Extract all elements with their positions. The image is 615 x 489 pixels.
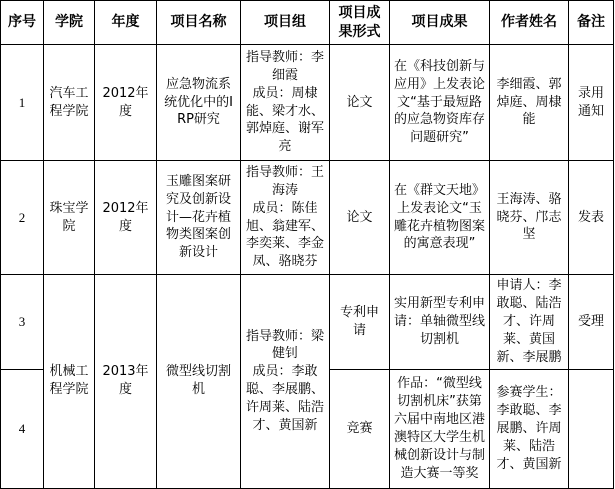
row-index: 2 — [1, 161, 44, 275]
header-project-name: 项目名称 — [157, 1, 241, 45]
project-team-cell: 指导教师：王海涛 成员：陈佳旭、翁建军、李奕莱、李金凤、骆晓芬 — [241, 161, 330, 275]
table-row — [1, 45, 614, 161]
project-name-cell: 微型线切割机 — [157, 275, 241, 489]
result-cell: 在《群文天地》上发表论文“玉雕花卉植物图案的寓意表现” — [390, 161, 490, 275]
table-row — [1, 275, 614, 370]
year-cell: 2012年度 — [95, 45, 157, 161]
header-year: 年度 — [95, 1, 157, 45]
remark-cell — [569, 369, 614, 488]
result-cell: 实用新型专利申请：单轴微型线切割机 — [390, 275, 490, 370]
result-cell: 在《科技创新与应用》上发表论文“基于最短路的应急物资库存问题研究” — [390, 45, 490, 161]
year-cell: 2012年度 — [95, 161, 157, 275]
year-cell: 2013年度 — [95, 275, 157, 489]
project-team-cell: 指导教师：李细霞 成员：周棣能、梁才水、郭焯庭、谢军亮 — [241, 45, 330, 161]
header-row — [1, 1, 614, 45]
header-remark: 备注 — [569, 1, 614, 45]
project-team-cell: 指导教师：梁健钊 成员：李敢聪、李展鹏、许周莱、陆浩才、黄国新 — [241, 275, 330, 489]
project-name-cell: 玉雕图案研究及创新设计—花卉植物类图案创新设计 — [157, 161, 241, 275]
header-index: 序号 — [1, 1, 44, 45]
college-cell: 珠宝学院 — [44, 161, 95, 275]
project-name-cell: 应急物流系统优化中的IRP研究 — [157, 45, 241, 161]
row-index: 3 — [1, 275, 44, 370]
result-form-cell: 专利申请 — [330, 275, 390, 370]
result-form-cell: 竞赛 — [330, 369, 390, 488]
authors-cell: 李细霞、郭焯庭、周棣能 — [490, 45, 569, 161]
header-authors: 作者姓名 — [490, 1, 569, 45]
authors-cell: 参赛学生：李敢聪、李展鹏、许周莱、陆浩才、黄国新 — [490, 369, 569, 488]
row-index: 4 — [1, 369, 44, 488]
header-result-form: 项目成果形式 — [330, 1, 390, 45]
table-row — [1, 161, 614, 275]
result-form-cell: 论文 — [330, 45, 390, 161]
remark-cell: 录用通知 — [569, 45, 614, 161]
header-college: 学院 — [44, 1, 95, 45]
college-cell: 机械工程学院 — [44, 275, 95, 489]
college-cell: 汽车工程学院 — [44, 45, 95, 161]
authors-cell: 申请人：李敢聪、陆浩才、许周莱、黄国新、李展鹏 — [490, 275, 569, 370]
row-index: 1 — [1, 45, 44, 161]
result-cell: 作品：“微型线切割机床”获第六届中南地区港澳特区大学生机械创新设计与制造大赛一等奖 — [390, 369, 490, 488]
header-result: 项目成果 — [390, 1, 490, 45]
remark-cell: 受理 — [569, 275, 614, 370]
header-project-team: 项目组 — [241, 1, 330, 45]
result-form-cell: 论文 — [330, 161, 390, 275]
authors-cell: 王海涛、骆晓芬、邝志坚 — [490, 161, 569, 275]
remark-cell: 发表 — [569, 161, 614, 275]
